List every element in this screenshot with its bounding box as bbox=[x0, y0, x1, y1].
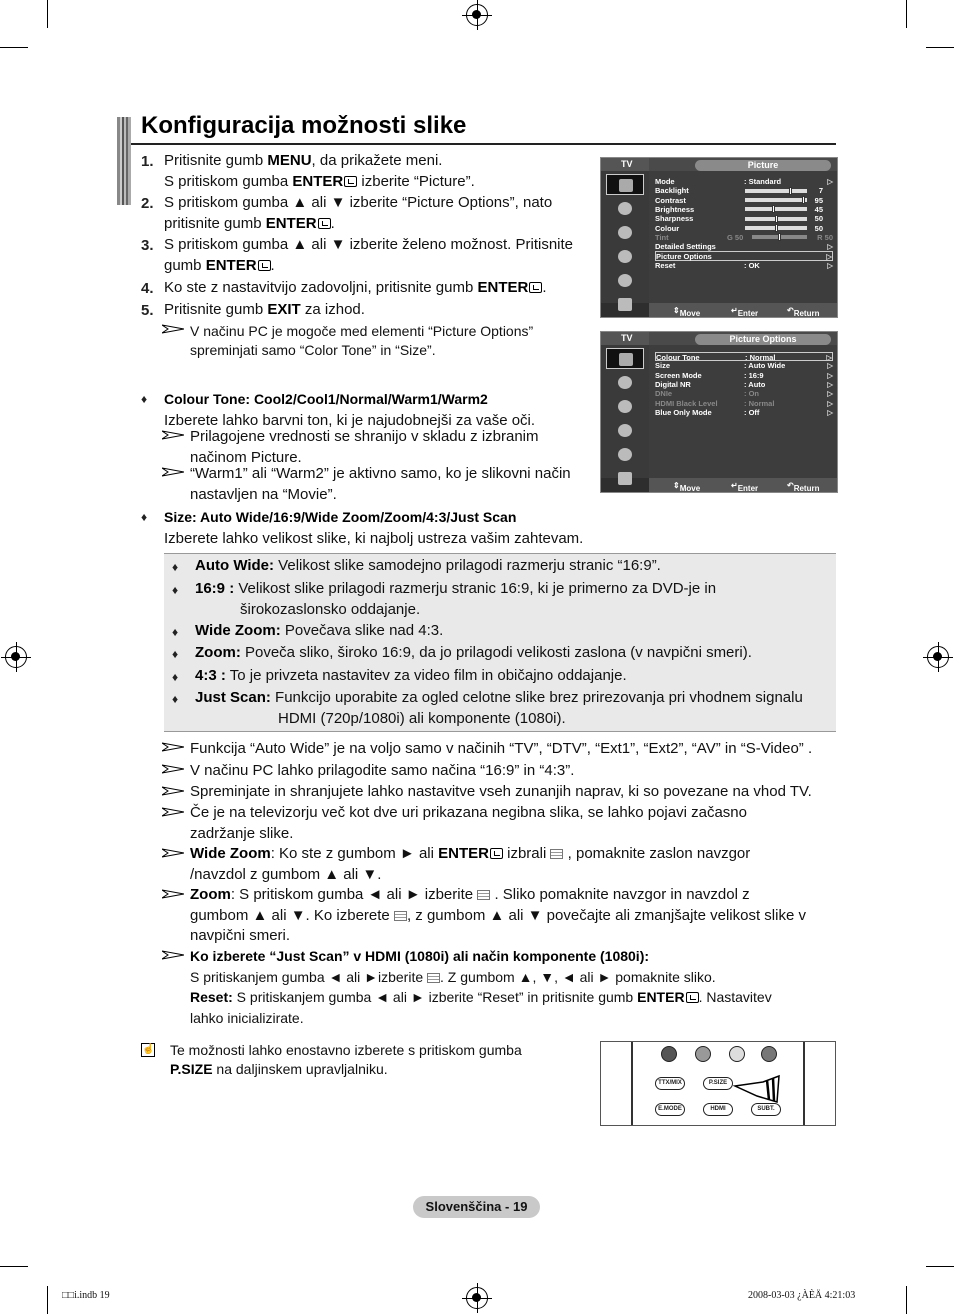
print-slug-right: 2008-03-03 ¿ÀÈÄ 4:21:03 bbox=[748, 1290, 856, 1301]
note-arrow-icon bbox=[162, 848, 184, 858]
osd-sidebar bbox=[601, 171, 649, 303]
screen-position-icon bbox=[477, 890, 490, 900]
bullet-icon: ♦ bbox=[141, 510, 148, 524]
note-arrow-icon bbox=[162, 742, 184, 752]
osd-row-blue-only-mode[interactable]: Blue Only Mode : Off ▷ bbox=[655, 407, 833, 417]
enter-icon bbox=[258, 260, 271, 271]
osd-row-size[interactable]: Size : Auto Wide ▷ bbox=[655, 361, 833, 371]
green-button bbox=[695, 1046, 711, 1062]
osd-header: Picture Options bbox=[649, 332, 837, 345]
crop-mark bbox=[906, 1286, 907, 1314]
step-number: 5. bbox=[141, 302, 154, 319]
crop-mark bbox=[0, 1266, 28, 1267]
note-arrow-icon bbox=[162, 786, 184, 796]
return-hint: ↶ Return bbox=[787, 481, 820, 493]
step-3: S pritiskom gumba ▲ ali ▼ izberite želeno možnost. Pritisnite gumb ENTER . bbox=[164, 236, 574, 274]
osd-footer bbox=[649, 478, 837, 492]
step-number: 3. bbox=[141, 237, 154, 254]
registration-mark-icon bbox=[466, 1287, 488, 1309]
registration-mark-icon bbox=[927, 646, 949, 668]
application-icon[interactable] bbox=[606, 468, 644, 489]
move-hint: ⇕ Move bbox=[673, 306, 701, 318]
page-title: Konfiguracija možnosti slike bbox=[141, 112, 467, 139]
bullet-icon: ♦ bbox=[172, 647, 179, 661]
bullet-icon: ♦ bbox=[172, 625, 179, 639]
tip-text: Te možnosti lahko enostavno izberete s pritiskom gumba P.SIZE na daljinskem upravljalniku. bbox=[170, 1042, 522, 1077]
osd-row-reset[interactable]: Reset : OK ▷ bbox=[655, 260, 833, 270]
enter-icon bbox=[318, 218, 331, 229]
size-option-auto-wide: Auto Wide: Velikost slike samodejno prilagodi razmerju stranic “16:9”. bbox=[195, 557, 661, 574]
input-icon[interactable] bbox=[606, 444, 644, 465]
hand-tip-icon: ☝ bbox=[142, 1044, 155, 1055]
osd-row-tint: Tint G 50 R 50 bbox=[655, 232, 833, 242]
osd-body bbox=[649, 345, 837, 478]
enter-icon bbox=[686, 992, 699, 1003]
note-arrow-icon bbox=[162, 950, 184, 960]
picture-options-osd bbox=[600, 331, 838, 493]
step-4: Ko ste z nastavitvijo zadovoljni, pritisnite gumb ENTER . bbox=[164, 279, 547, 296]
crop-mark bbox=[926, 47, 954, 48]
note-arrow-icon bbox=[162, 467, 184, 477]
size-section: Size: Auto Wide/16:9/Wide Zoom/Zoom/4:3/Just Scan Izberete lahko velikost slike, ki najbolj ustreza vašim zahtevam. bbox=[164, 509, 584, 547]
screen-position-icon bbox=[427, 973, 440, 983]
sound-icon[interactable] bbox=[606, 372, 644, 393]
remote-control-image bbox=[600, 1041, 836, 1126]
note-arrow-icon bbox=[162, 807, 184, 817]
bullet-icon: ♦ bbox=[141, 392, 148, 406]
note-arrow-icon bbox=[162, 889, 184, 899]
setup-icon[interactable] bbox=[606, 420, 644, 441]
osd-row-detailed-settings[interactable]: Detailed Settings ▷ bbox=[655, 242, 833, 252]
note-just-scan: Ko izberete “Just Scan” v HDMI (1080i) ali način komponente (1080i): S pritiskanjem gumba ◄ ali ►izberite . Z gumbom ▲, ▼, ◄ ali ► pomaknite sliko. Reset: S pritiskanjem gumba ◄ ali ► izberite “Reset” in pritisnite gumb ENTER . Nastavitev lahko inicializirate. bbox=[190, 948, 772, 1026]
step-1: Pritisnite gumb MENU, da prikažete meni. S pritiskom gumba ENTER izberite “Picture”. bbox=[164, 152, 475, 190]
pc-note: V načinu PC je mogoče med elementi “Picture Options” spreminjati samo “Color Tone” in “Size”. bbox=[190, 323, 534, 358]
crop-mark bbox=[926, 1266, 954, 1267]
osd-row-backlight[interactable]: Backlight 7 bbox=[655, 186, 823, 196]
bullet-icon: ♦ bbox=[172, 692, 179, 706]
enter-hint: ↵ Enter bbox=[731, 481, 759, 493]
sound-icon[interactable] bbox=[606, 198, 644, 219]
bullet-icon: ♦ bbox=[172, 670, 179, 684]
hdmi-button: HDMI bbox=[703, 1103, 733, 1116]
picture-icon[interactable] bbox=[606, 348, 644, 369]
osd-body bbox=[649, 171, 837, 303]
enter-icon bbox=[344, 176, 357, 187]
note-external-devices: Spreminjate in shranjujete lahko nastavitve vseh zunanjih naprav, ki so povezane na vhod TV. bbox=[190, 783, 812, 800]
step-number: 1. bbox=[141, 153, 154, 170]
application-icon[interactable] bbox=[606, 294, 644, 315]
osd-header: Picture bbox=[649, 158, 837, 171]
note-arrow-icon bbox=[162, 430, 184, 440]
osd-row-sharpness[interactable]: Sharpness 50 bbox=[655, 214, 823, 224]
bullet-icon: ♦ bbox=[172, 560, 179, 574]
note-wide-zoom: Wide Zoom: Ko ste z gumbom ► ali ENTER izbrali , pomaknite zaslon navzgor /navzdol z gumbom ▲ ali ▼. bbox=[190, 845, 751, 883]
osd-row-picture-options[interactable]: Picture Options ▷ bbox=[656, 252, 832, 262]
red-button bbox=[661, 1046, 677, 1062]
title-decoration bbox=[117, 117, 131, 205]
osd-row-digital-nr[interactable]: Digital NR : Auto ▷ bbox=[655, 379, 833, 389]
size-option-wide-zoom: Wide Zoom: Povečava slike nad 4:3. bbox=[195, 622, 444, 639]
colour-tone-note-1: Prilagojene vrednosti se shranijo v skladu z izbranim načinom Picture. bbox=[190, 428, 539, 466]
step-number: 4. bbox=[141, 280, 154, 297]
osd-row-dnie: DNIe : On ▷ bbox=[655, 389, 833, 399]
osd-row-screen-mode[interactable]: Screen Mode : 16:9 ▷ bbox=[655, 370, 833, 380]
p-size-button: P.SIZE bbox=[703, 1077, 733, 1090]
osd-sidebar bbox=[601, 345, 649, 478]
note-arrow-icon bbox=[162, 324, 184, 334]
crop-mark bbox=[0, 47, 28, 48]
input-icon[interactable] bbox=[606, 270, 644, 291]
enter-hint: ↵ Enter bbox=[731, 306, 759, 318]
channel-icon[interactable] bbox=[606, 396, 644, 417]
size-option-just-scan: Just Scan: Funkcijo uporabite za ogled celotne slike brez prirezovanja pri vhodnem signalu HDMI (720p/1080i) ali komponente (1080i). bbox=[195, 689, 803, 727]
crop-mark bbox=[47, 1286, 48, 1314]
move-hint: ⇕ Move bbox=[673, 481, 701, 493]
registration-mark-icon bbox=[5, 646, 27, 668]
step-number: 2. bbox=[141, 195, 154, 212]
registration-mark-icon bbox=[466, 4, 488, 26]
return-hint: ↶ Return bbox=[787, 306, 820, 318]
setup-icon[interactable] bbox=[606, 246, 644, 267]
size-option-zoom: Zoom: Poveča sliko, široko 16:9, da jo prilagodi velikosti zaslona (v navpični smeri). bbox=[195, 644, 752, 661]
note-zoom: Zoom: S pritiskom gumba ◄ ali ► izberite . Sliko pomaknite navzgor in navzdol z gumbom ▲ ali ▼. Ko izberete , z gumbom ▲ ali ▼ povečajte ali zmanjšajte velikost slike v navpični smeri. bbox=[190, 886, 806, 944]
screen-size-icon bbox=[394, 911, 407, 921]
title-rule bbox=[131, 143, 836, 145]
step-2: S pritiskom gumba ▲ ali ▼ izberite “Picture Options”, nato pritisnite gumb ENTER . bbox=[164, 194, 553, 232]
colour-tone-section: Colour Tone: Cool2/Cool1/Normal/Warm1/Warm2 Izberete lahko barvni ton, ki je najudobnejši za vaše oči. bbox=[164, 391, 536, 429]
step-5: Pritisnite gumb EXIT za izhod. bbox=[164, 301, 365, 318]
e-mode-button: E.MODE bbox=[655, 1103, 685, 1116]
osd-row-colour[interactable]: Colour 50 bbox=[655, 223, 823, 233]
osd-row-mode[interactable]: Mode : Standard ▷ bbox=[655, 177, 833, 186]
channel-icon[interactable] bbox=[606, 222, 644, 243]
note-pc-mode: V načinu PC lahko prilagodite samo načina “16:9” in “4:3”. bbox=[190, 762, 575, 779]
colour-tone-note-2: “Warm1” ali “Warm2” je aktivno samo, ko je slikovni način nastavljen na “Movie”. bbox=[190, 465, 571, 503]
osd-tv-label: TV bbox=[601, 158, 649, 171]
pointing-hand-icon bbox=[733, 1072, 783, 1104]
osd-row-contrast[interactable]: Contrast 95 bbox=[655, 195, 823, 205]
osd-row-hdmi-black-level: HDMI Black Level : Normal ▷ bbox=[655, 398, 833, 408]
print-slug-left: □□i.indb 19 bbox=[62, 1290, 110, 1301]
osd-tv-label: TV bbox=[601, 332, 649, 345]
ttx-mix-button: TTX/MIX bbox=[655, 1077, 685, 1090]
screen-position-icon bbox=[550, 849, 563, 859]
note-arrow-icon bbox=[162, 764, 184, 774]
crop-mark bbox=[47, 0, 48, 28]
picture-icon[interactable] bbox=[606, 174, 644, 195]
enter-icon bbox=[529, 282, 542, 293]
size-option-4-3: 4:3 : To je privzeta nastavitev za video film in običajno oddajanje. bbox=[195, 667, 627, 684]
yellow-button bbox=[729, 1046, 745, 1062]
blue-button bbox=[761, 1046, 777, 1062]
osd-row-colour-tone[interactable]: Colour Tone : Normal ▷ bbox=[656, 353, 832, 362]
crop-mark bbox=[906, 0, 907, 28]
enter-icon bbox=[490, 848, 503, 859]
page-number: Slovenščina - 19 bbox=[413, 1196, 540, 1218]
subt-button: SUBT. bbox=[751, 1103, 781, 1116]
osd-row-brightness[interactable]: Brightness 45 bbox=[655, 204, 823, 214]
note-auto-wide: Funkcija “Auto Wide” je na voljo samo v načinih “TV”, “DTV”, “Ext1”, “Ext2”, “AV” in “S-Video” . bbox=[190, 740, 813, 757]
osd-footer bbox=[649, 303, 837, 317]
note-still-image: Če je na televizorju več kot dve uri prikazana negibna slika, se lahko pojavi začasno zadržanje slike. bbox=[190, 804, 747, 842]
size-option-16-9: 16:9 : Velikost slike prilagodi razmerju stranic 16:9, ki je primerno za DVD-je in širokozaslonsko oddajanje. bbox=[195, 580, 717, 618]
bullet-icon: ♦ bbox=[172, 583, 179, 597]
picture-menu-osd bbox=[600, 157, 838, 318]
